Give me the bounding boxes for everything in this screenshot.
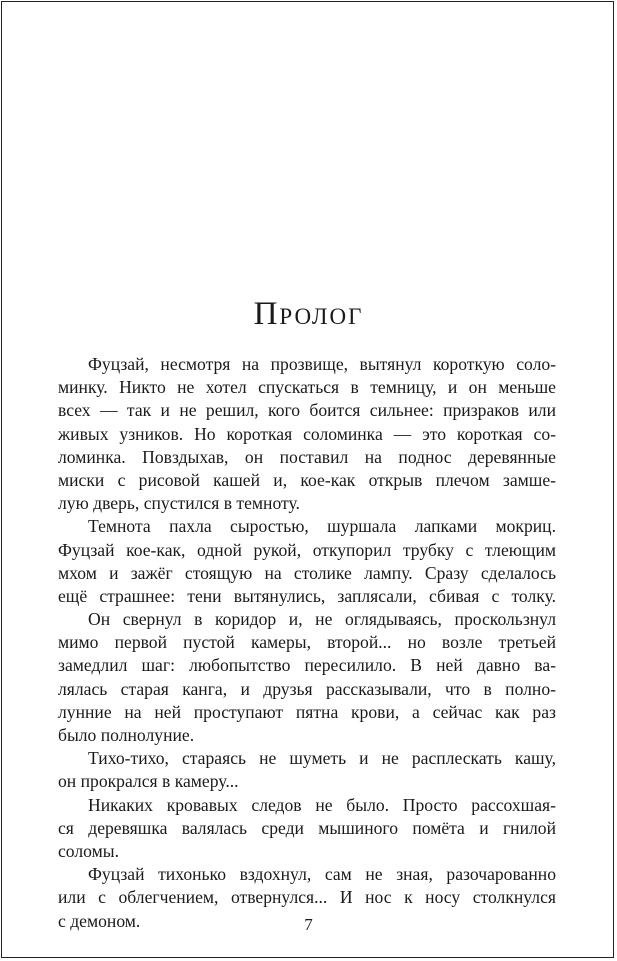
text-line: Тихо-тихо, стараясь не шуметь и не расплескать кашу,	[88, 748, 556, 769]
text-line: Никаких кровавых следов не было. Просто рассохшая-	[88, 794, 556, 815]
text-line: всех — так и не решил, кого боится сильнее: призраков или	[58, 400, 556, 421]
text-line: миски с рисовой кашей и, кое-как открыв плечом замше-	[58, 469, 556, 490]
paragraph	[58, 515, 556, 608]
paragraph	[58, 794, 556, 864]
page-number: 7	[304, 915, 313, 934]
text-line: Фуцзай, несмотря на прозвище, вытянул короткую соло-	[88, 354, 556, 374]
paragraph	[58, 608, 556, 747]
text-line: соломы.	[58, 840, 119, 861]
text-line: Фуцзай кое-как, одной рукой, откупорил трубку с тлеющим	[58, 539, 556, 560]
text-line: ещё страшнее: тени вытянулись, заплясали, сбивая с толку.	[58, 585, 556, 606]
body-text	[58, 353, 556, 933]
text-line: Фуцзай тихонько вздохнул, сам не зная, разочарованно	[88, 864, 556, 885]
text-line: с демоном.	[58, 910, 141, 931]
text-line: лунние на ней проступают пятна крови, а сейчас как раз	[58, 701, 556, 722]
text-line: лую дверь, спустился в темноту.	[58, 493, 300, 514]
text-line: живых узников. Но короткая соломинка — это короткая со-	[58, 423, 556, 444]
text-line: было полнолуние.	[58, 725, 195, 745]
chapter-title: Пролог	[253, 296, 364, 332]
paragraph	[58, 747, 556, 793]
text-line: замедлил шаг: любопытство пересилило. В ней давно ва-	[58, 655, 556, 676]
text-line: Он свернул в коридор и, не оглядываясь, проскользнул	[88, 609, 556, 630]
text-line: лялась старая канга, и друзья рассказывали, что в полно-	[58, 678, 556, 699]
text-line: мимо первой пустой камеры, второй... но возле третьей	[58, 632, 556, 653]
text-line: ломинка. Повздыхав, он поставил на поднос деревянные	[58, 446, 556, 467]
text-line: Темнота пахла сыростью, шуршала лапками мокриц.	[88, 516, 556, 537]
paragraph	[58, 353, 556, 515]
text-line: минку. Никто не хотел спускаться в темницу, и он меньше	[58, 377, 556, 398]
text-line: он прокрался в камеру...	[58, 771, 239, 792]
text-line: или с облегчением, отвернулся... И нос к носу столкнулся	[58, 887, 556, 908]
text-line: ся деревяшка валялась среди мышиного помёта и гнилой	[58, 817, 556, 838]
text-line: мхом и зажёг стоящую на столике лампу. Сразу сделалось	[58, 562, 556, 583]
